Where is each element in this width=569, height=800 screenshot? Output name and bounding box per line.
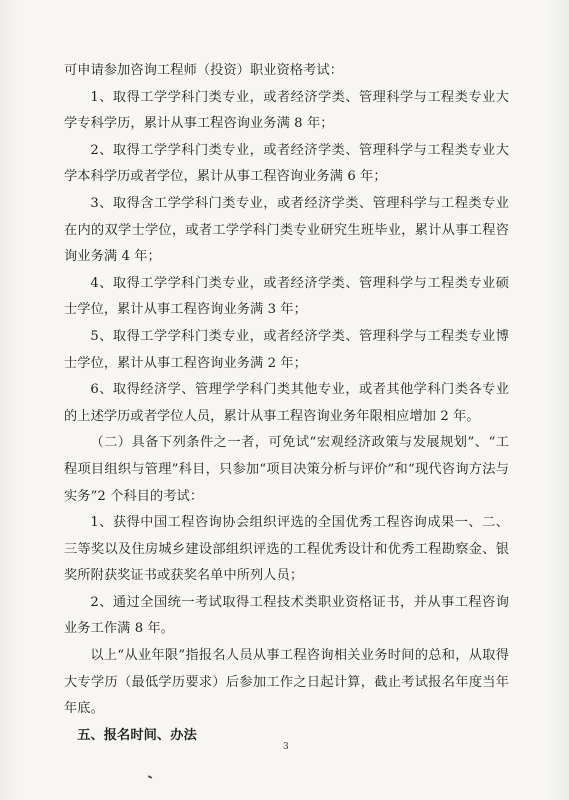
paragraph-item-1: 1、取得工学学科门类专业，或者经济学类、管理科学与工程类专业大学专科学历，累计从事工程咨询业务满 8 年； — [64, 89, 509, 132]
paragraph-item-6: 6、取得经济学、管理学学科门类其他专业，或者其他学科门类各专业的上述学历或者学位人员，累计从事工程咨询业务年限相应增加 2 年。 — [64, 382, 509, 424]
paragraph-intro: 可申请参加咨询工程师（投资）职业资格考试： — [64, 63, 344, 78]
document-body — [64, 58, 509, 749]
scan-speck — [148, 775, 152, 779]
paragraph-item-3: 3、取得含工学学科门类专业，或者经济学类、管理科学与工程类专业在内的双学士学位，或者工学学科门类专业研究生班毕业，累计从事工程咨询业务满 4 年； — [64, 195, 509, 265]
paragraph-exemption-1: 1、获得中国工程咨询协会组织评选的全国优秀工程咨询成果一、二、三等奖以及住房城乡建设部组织评选的工程优秀设计和优秀工程勘察金、银奖所附获奖证书或获奖名单中所列人员； — [64, 515, 509, 584]
paragraph-exemption-2: 2、通过全国统一考试取得工程技术类职业资格证书，并从事工程咨询业务工作满 8 年。 — [64, 594, 509, 637]
paragraph-work-years-note: 以上“从业年限”指报名人员从事工程咨询相关业务时间的总和，从取得大专学历（最低学历要求）后参加工作之日起计算，截止考试报名年度当年年底。 — [64, 648, 509, 717]
paragraph-item-5: 5、取得工学学科门类专业，或者经济学类、管理科学与工程类专业博士学位，累计从事工程咨询业务满 2 年； — [64, 328, 509, 371]
paragraph-item-2: 2、取得工学学科门类专业，或者经济学类、管理科学与工程类专业大学本科学历或者学位，累计从事工程咨询业务满 6 年； — [64, 142, 509, 185]
paragraph-item-4: 4、取得工学学科门类专业，或者经济学类、管理科学与工程类专业硕士学位，累计从事工程咨询业务满 3 年； — [64, 275, 509, 318]
page-number: 3 — [283, 742, 289, 752]
section-heading: 五、报名时间、办法 — [77, 727, 197, 743]
paragraph-exemption-conditions: （二）具备下列条件之一者，可免试“宏观经济政策与发展规划”、“工程项目组织与管理”科目，只参加“项目决策分析与评价”和“现代咨询方法与实务”2 个科目的考试： — [64, 435, 509, 504]
